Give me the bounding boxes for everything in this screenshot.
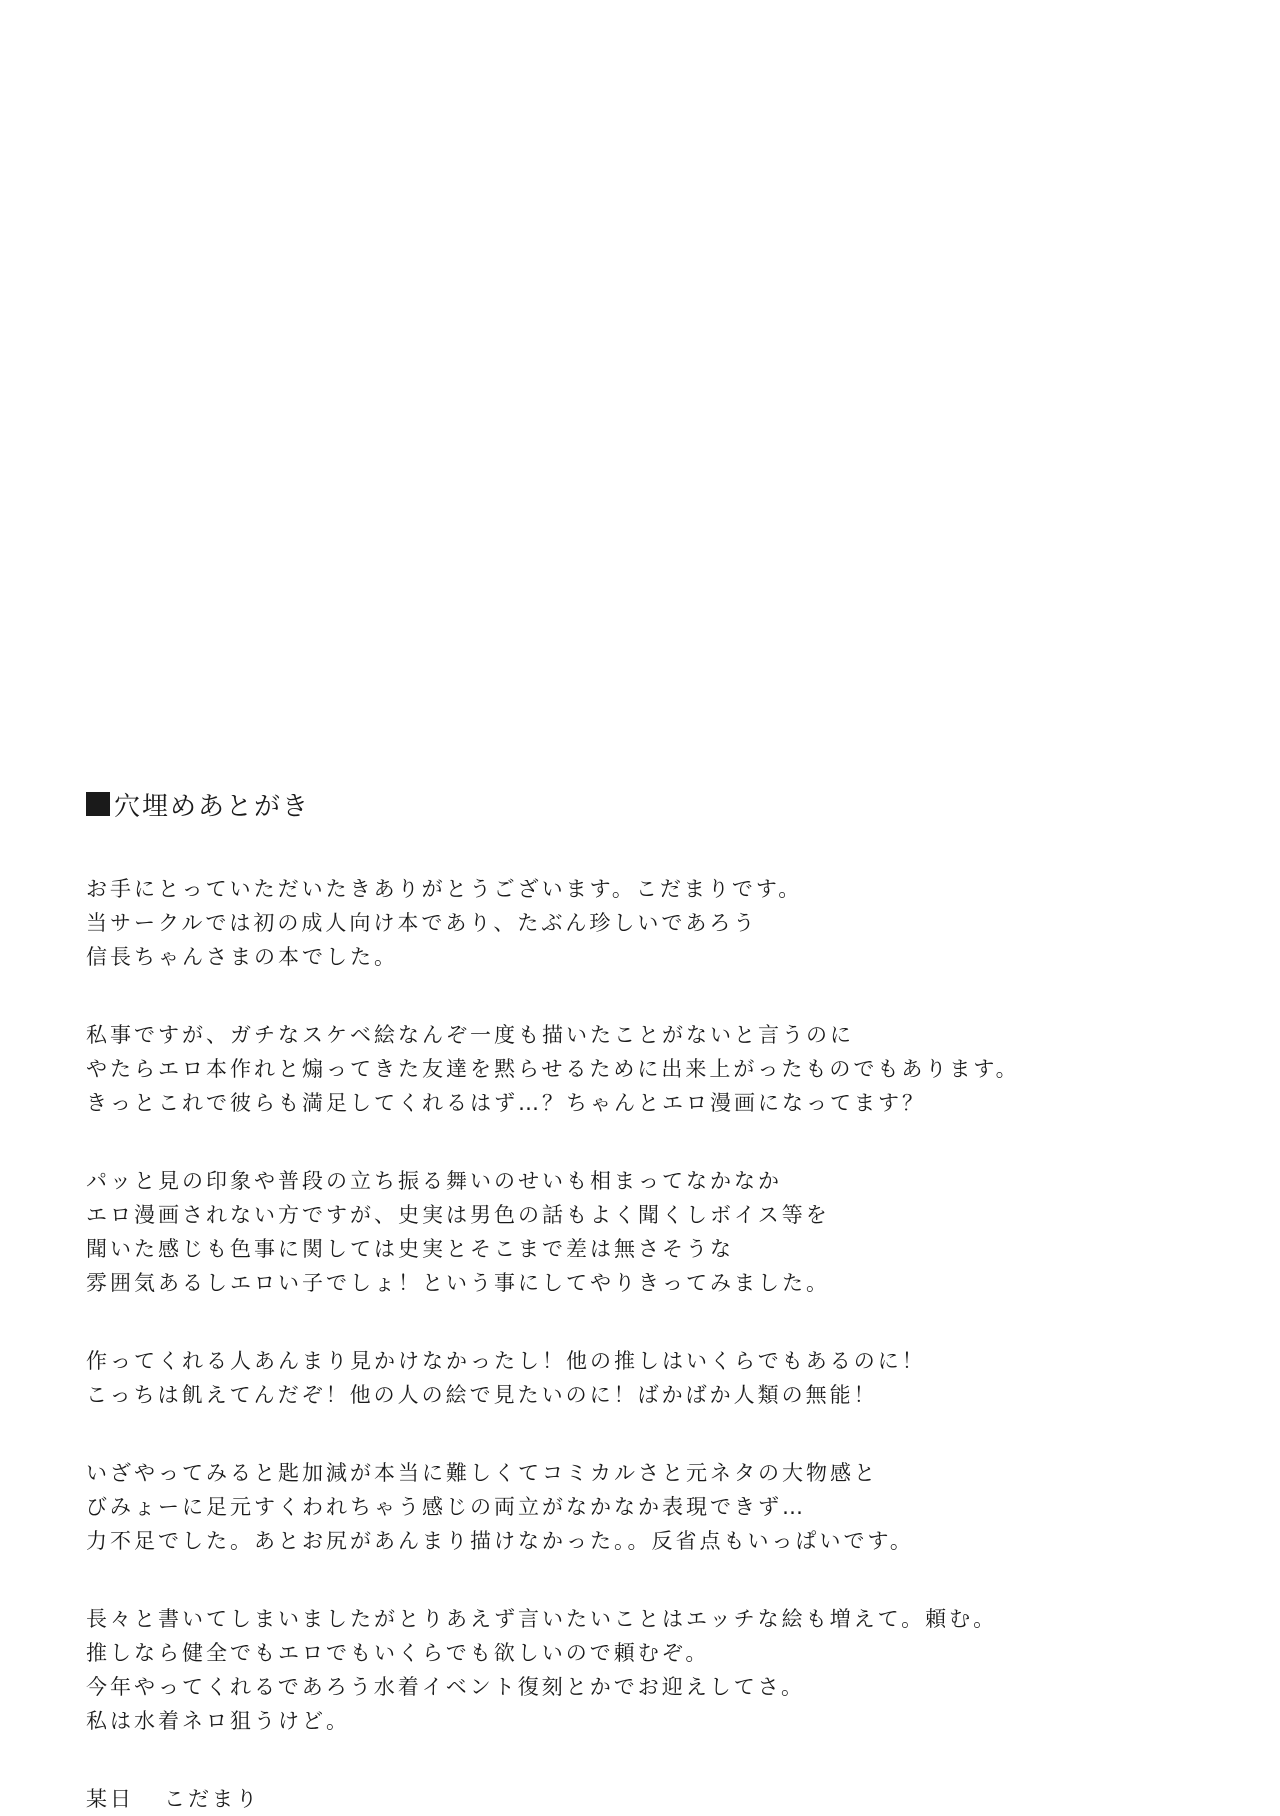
text-line: びみょーに足元すくわれちゃう感じの両立がなかなか表現できず…	[86, 1495, 806, 1519]
afterword-heading	[86, 786, 1196, 822]
text-line: エロ漫画されない方ですが、史実は男色の話もよく聞くしボイス等を	[86, 1203, 830, 1227]
paragraph	[86, 1602, 1196, 1738]
text-line: やたらエロ本作れと煽ってきた友達を黙らせるために出来上がったものでもあります。	[86, 1057, 1020, 1081]
text-line: 作ってくれる人あんまり見かけなかったし！他の推しはいくらでもあるのに！	[86, 1349, 926, 1373]
paragraph	[86, 1164, 1196, 1300]
text-line: 長々と書いてしまいましたがとりあえず言いたいことはエッチな絵も増えて。頼む。	[86, 1607, 998, 1631]
text-line: パッと見の印象や普段の立ち振る舞いのせいも相まってなかなか	[86, 1169, 782, 1193]
text-line: 聞いた感じも色事に関しては史実とそこまで差は無さそうな	[86, 1237, 734, 1261]
text-line: きっとこれで彼らも満足してくれるはず…？ちゃんとエロ漫画になってます？	[86, 1091, 926, 1115]
signature-author: こだまり	[164, 1787, 260, 1811]
paragraph	[86, 1344, 1196, 1412]
text-line: 私は水着ネロ狙うけど。	[86, 1709, 350, 1733]
text-line: 私事ですが、ガチなスケベ絵なんぞ一度も描いたことがないと言うのに	[86, 1023, 854, 1047]
square-bullet-icon	[86, 792, 110, 816]
signature-date: 某日	[86, 1787, 134, 1811]
text-line: 雰囲気あるしエロい子でしょ！という事にしてやりきってみました。	[86, 1271, 830, 1295]
text-line: 信長ちゃんさまの本でした。	[86, 945, 398, 969]
text-line: お手にとっていただいたきありがとうございます。こだまりです。	[86, 877, 803, 901]
paragraph	[86, 1018, 1196, 1120]
paragraph	[86, 872, 1196, 974]
paragraph	[86, 1456, 1196, 1558]
text-line: 力不足でした。あとお尻があんまり描けなかった。。反省点もいっぱいです。	[86, 1529, 914, 1553]
text-line: 推しなら健全でもエロでもいくらでも欲しいので頼むぞ。	[86, 1641, 710, 1665]
signature	[86, 1782, 1196, 1816]
afterword-section	[86, 786, 1196, 1816]
text-line: いざやってみると匙加減が本当に難しくてコミカルさと元ネタの大物感と	[86, 1461, 878, 1485]
text-line: 当サークルでは初の成人向け本であり、たぶん珍しいであろう	[86, 911, 758, 935]
text-line: 今年やってくれるであろう水着イベント復刻とかでお迎えしてさ。	[86, 1675, 805, 1699]
afterword-heading-text: 穴埋めあとがき	[114, 791, 311, 822]
text-line: こっちは飢えてんだぞ！他の人の絵で見たいのに！ばかばか人類の無能！	[86, 1383, 878, 1407]
